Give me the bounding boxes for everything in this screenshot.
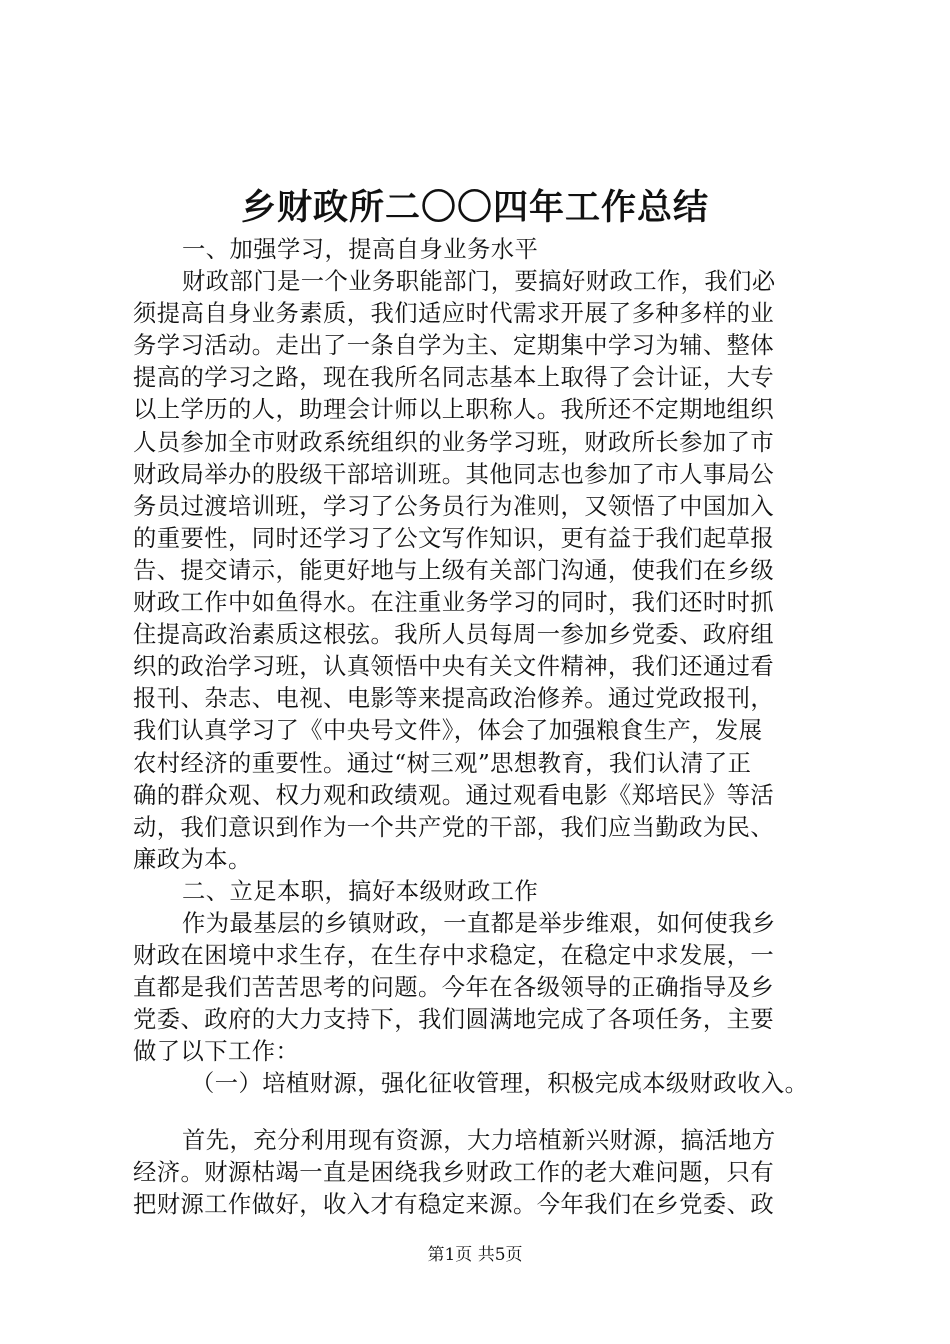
paragraph-line: 住提高政治素质这根弦。我所人员每周一参加乡党委、政府组 <box>133 621 775 649</box>
paragraph-line: 农村经济的重要性。通过“树三观”思想教育，我们认清了正 <box>133 749 752 777</box>
paragraph-line: 财政工作中如鱼得水。在注重业务学习的同时，我们还时时抓 <box>133 589 775 617</box>
paragraph-line: 党委、政府的大力支持下，我们圆满地完成了各项任务，主要 <box>133 1006 775 1034</box>
paragraph-line: 告、提交请示，能更好地与上级有关部门沟通，使我们在乡级 <box>133 556 775 584</box>
paragraph-line: 直都是我们苦苦思考的问题。今年在各级领导的正确指导及乡 <box>133 974 775 1002</box>
paragraph-line: 报刊、杂志、电视、电影等来提高政治修养。通过党政报刊， <box>133 685 775 713</box>
paragraph-line: 经济。财源枯竭一直是困绕我乡财政工作的老大难问题，只有 <box>133 1158 775 1186</box>
section-heading-2: 二、立足本职，搞好本级财政工作 <box>182 877 539 905</box>
paragraph-line: 以上学历的人，助理会计师以上职称人。我所还不定期地组织 <box>133 396 775 424</box>
paragraph-line: 财政部门是一个业务职能部门，要搞好财政工作，我们必 <box>182 268 776 296</box>
section-heading-1: 一、加强学习，提高自身业务水平 <box>182 236 539 263</box>
subsection-heading-1: （一）培植财源，强化征收管理，积极完成本级财政收入。 <box>191 1070 809 1098</box>
paragraph-line: 提高的学习之路，现在我所名同志基本上取得了会计证，大专 <box>133 364 775 392</box>
paragraph-line: 作为最基层的乡镇财政，一直都是举步维艰，如何使我乡 <box>182 909 776 937</box>
paragraph-line: 织的政治学习班，认真领悟中央有关文件精神，我们还通过看 <box>133 653 775 681</box>
paragraph-line: 首先，充分利用现有资源，大力培植新兴财源，搞活地方 <box>182 1126 776 1154</box>
paragraph-line: 须提高自身业务素质，我们适应时代需求开展了多种多样的业 <box>133 300 775 328</box>
paragraph-line: 我们认真学习了《中央号文件》，体会了加强粮食生产，发展 <box>133 717 763 745</box>
paragraph-line: 人员参加全市财政系统组织的业务学习班，财政所长参加了市 <box>133 428 775 456</box>
page-footer: 第1页 共5页 <box>427 1245 523 1265</box>
paragraph-line: 财政在困境中求生存，在生存中求稳定，在稳定中求发展，一 <box>133 942 775 970</box>
paragraph-line: 做了以下工作： <box>133 1038 300 1066</box>
blank-line <box>133 1101 833 1125</box>
paragraph-line: 务员过渡培训班，学习了公务员行为准则，又领悟了中国加入 <box>133 492 775 520</box>
document-body <box>133 234 833 1221</box>
paragraph-line: 务学习活动。走出了一条自学为主、定期集中学习为辅、整体 <box>133 332 775 360</box>
paragraph-line: 廉政为本。 <box>133 845 252 873</box>
paragraph-line: 动，我们意识到作为一个共产党的干部，我们应当勤政为民、 <box>133 813 775 841</box>
paragraph-line: 的重要性，同时还学习了公文写作知识，更有益于我们起草报 <box>133 524 775 552</box>
paragraph-line: 把财源工作做好，收入才有稳定来源。今年我们在乡党委、政 <box>133 1190 775 1218</box>
document-title: 乡财政所二〇〇四年工作总结 <box>240 187 709 228</box>
paragraph-line: 确的群众观、权力观和政绩观。通过观看电影《郑培民》等活 <box>133 781 775 809</box>
paragraph-line: 财政局举办的股级干部培训班。其他同志也参加了市人事局公 <box>133 460 775 488</box>
